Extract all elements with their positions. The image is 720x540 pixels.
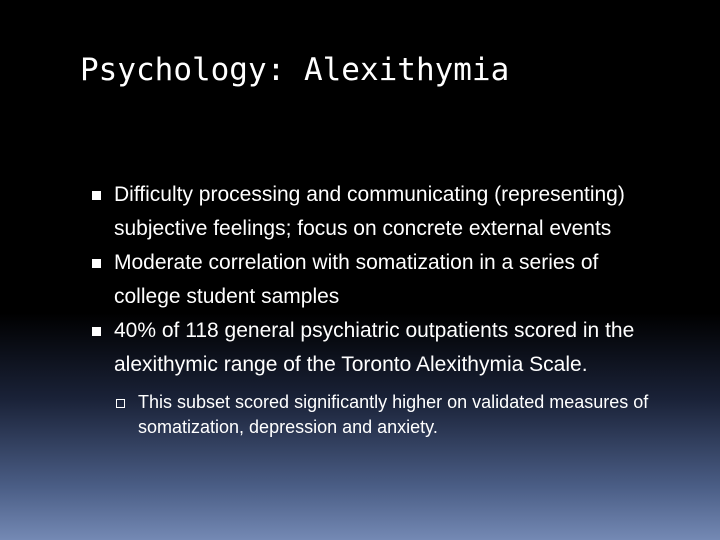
slide-title: Psychology: Alexithymia [80,52,510,88]
bullet-list [92,178,652,440]
bullet-item [92,314,652,440]
bullet-text: 40% of 118 general psychiatric outpatients scored in the alexithymic range of the Toronto Alexithymia Scale. [114,319,635,376]
sub-bullet-list [114,390,652,440]
bullet-text: Difficulty processing and communicating (representing) subjective feelings; focus on concrete external events [114,183,625,240]
bullet-text: Moderate correlation with somatization in a series of college student samples [114,251,599,308]
sub-bullet-item [114,390,652,440]
square-bullet-icon [92,259,101,268]
hollow-square-bullet-icon [116,399,125,408]
bullet-item [92,178,652,246]
square-bullet-icon [92,191,101,200]
square-bullet-icon [92,327,101,336]
bullet-item [92,246,652,314]
sub-bullet-text: This subset scored significantly higher on validated measures of somatization, depression and anxiety. [138,392,649,437]
